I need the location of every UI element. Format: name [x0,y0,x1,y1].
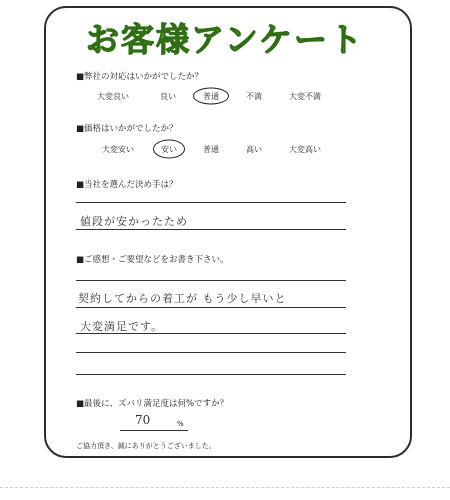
option-service-very-good[interactable]: 大変良い [97,92,129,101]
feedback-answer-line-1: 契約してからの着工が もう少し早いと [78,292,287,305]
answer-line [76,352,346,353]
answer-line [76,229,346,230]
option-service-good[interactable]: 良い [160,92,176,101]
answer-line [76,280,346,281]
option-price-very-cheap[interactable]: 大変安い [102,145,134,154]
thank-you-message: ご協力頂き、誠にありがとうございました。 [76,442,216,450]
answer-line [76,374,346,375]
feedback-answer-line-2: 大変満足です。 [80,320,164,333]
answer-line [76,202,346,203]
option-price-normal[interactable]: 普通 [203,145,219,154]
option-price-expensive[interactable]: 高い [246,145,262,154]
question-service-label: ■弊社の対応はいかがでしたか？ [76,72,204,82]
question-feedback-label: ■ご感想・ご要望などをお書き下さい。 [76,255,229,265]
answer-line [76,307,346,308]
option-price-very-expensive[interactable]: 大変高い [289,145,321,154]
satisfaction-score: 70 [135,413,151,427]
option-service-very-dissatisfied[interactable]: 大変不満 [289,92,321,101]
option-service-dissatisfied[interactable]: 不満 [246,92,262,101]
selected-circle-price [153,140,185,159]
deciding-factor-answer: 値段が安かったため [80,215,188,228]
question-price-label: ■価格はいかがでしたか？ [76,124,178,134]
option-price-cheap[interactable]: 安い [161,145,177,154]
question-satisfaction-label: ■最後に、ズバリ満足度は何%ですか？ [76,399,229,409]
option-service-normal[interactable]: 普通 [203,92,219,101]
satisfaction-unit: % [177,420,184,428]
selected-circle-service [193,88,229,105]
score-underline [120,430,188,431]
question-deciding-factor-label: ■当社を選んだ決め手は？ [76,180,178,190]
survey-title: お客様アンケート [85,20,365,59]
page-divider [0,487,450,488]
answer-line [76,333,346,334]
